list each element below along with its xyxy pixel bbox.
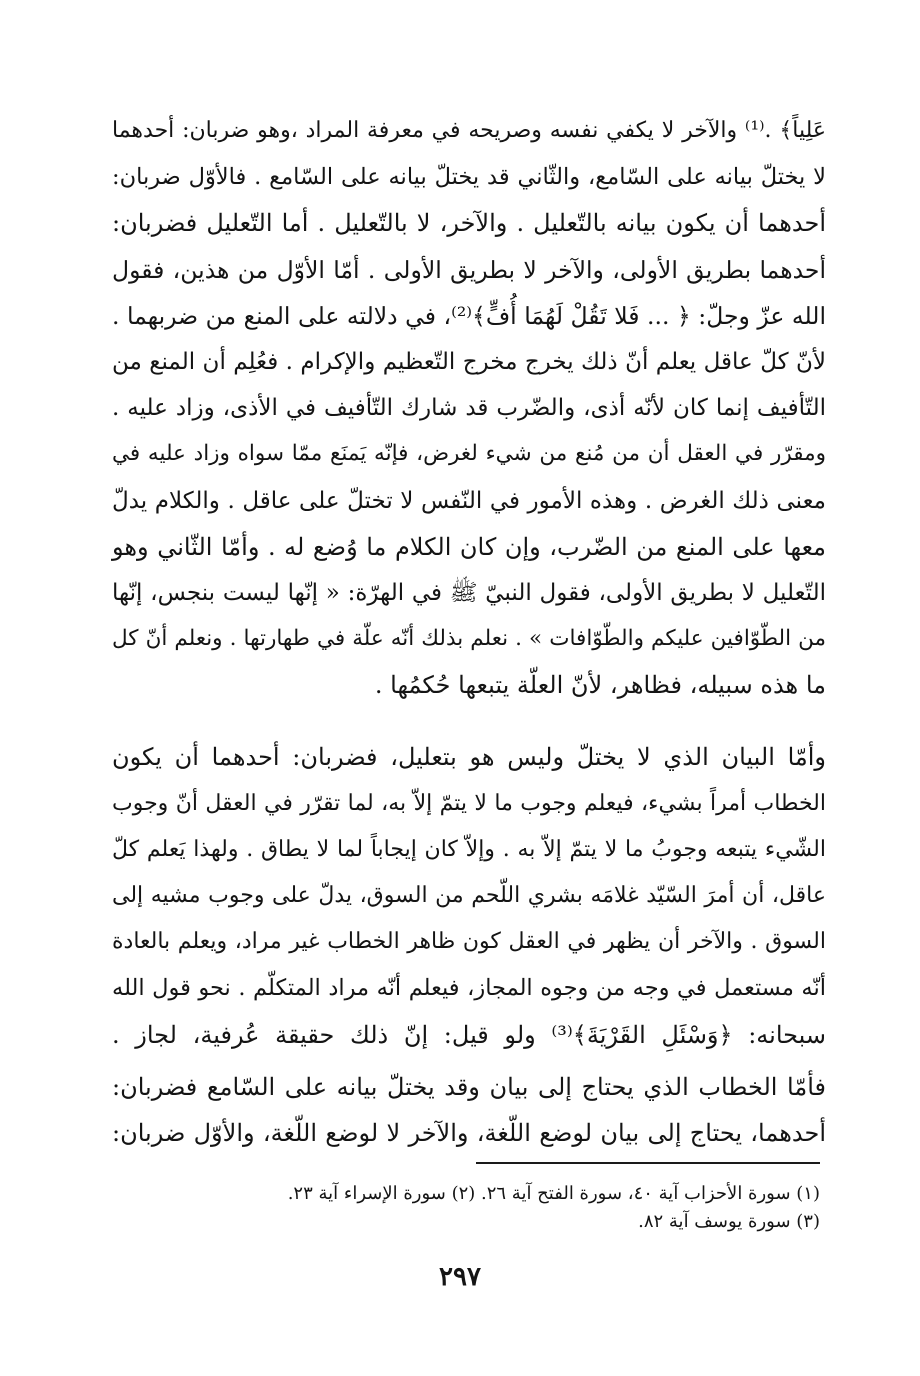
paragraph-3: [112, 1064, 826, 1156]
text-line: التّعليل لا بطريق الأولى، فقول النبيّ ﷺ في الهرّة: « إنّها ليست بنجس، إنّها: [112, 579, 826, 606]
text-line: التّأفيف إنما كان لأنّه أذى، والضّرب قد شارك التّأفيف في الأذى، وزاد عليه .: [112, 395, 826, 422]
footnote-line: (٣) سورة يوسف آية ٨٢.: [638, 1211, 820, 1232]
text-line: من الطّوّافين عليكم والطّوّافات » . نعلم بذلك أنّه علّة في طهارتها . ونعلم أنّ كل: [112, 626, 826, 652]
paragraph-spacer: [112, 708, 826, 734]
text-line: لأنّ كلّ عاقل يعلم أنّ ذلك يخرج مخرج التّعظيم والإكرام . فعُلِم أن المنع من: [112, 348, 826, 375]
paragraph-1: [112, 108, 826, 708]
text-line: وأمّا البيان الذي لا يختلّ وليس هو بتعليل، فضربان: أحدهما أن يكون: [112, 743, 827, 772]
text-line: أحدهما بطريق الأولى، والآخر لا بطريق الأولى . أمّا الأوّل من هذين، فقول: [112, 255, 826, 284]
page-number: ٢٩٧: [439, 1262, 481, 1292]
text-line: سبحانه: ﴿وَسْئَلِ القَرْيَةَ﴾⁽³⁾ ولو قيل: إنّ ذلك حقيقة عُرفية، لجاز .: [112, 1020, 827, 1049]
main-text-block: [112, 108, 826, 1156]
text-line: أحدهما أن يكون بيانه بالتّعليل . والآخر، لا بالتّعليل . أما التّعليل فضربان:: [112, 209, 826, 238]
text-line: أحدهما، يحتاج إلى بيان لوضع اللّغة، والآخر لا لوضع اللّغة، والأوّل ضربان:: [112, 1118, 826, 1147]
text-line: الله عزّ وجلّ: ﴿ ... فَلا تَقُلْ لَهُمَا أُفٍّ﴾⁽²⁾، في دلالته على المنع من ضربهما .: [112, 301, 826, 330]
text-line: معها على المنع من الضّرب، وإن كان الكلام ما وُضع له . وأمّا الثّاني وهو: [112, 532, 826, 561]
text-line: فأمّا الخطاب الذي يحتاج إلى بيان وقد يختلّ بيانه على السّامع فضربان:: [112, 1072, 826, 1101]
text-line: السوق . والآخر أن يظهر في العقل كون ظاهر الخطاب غير مراد، ويعلم بالعادة: [112, 929, 826, 955]
text-line: ومقرّر في العقل أن من مُنع من شيء لغرض، فإنّه يَمنَع ممّا سواه وزاد عليه في: [112, 441, 826, 467]
text-line: ما هذه سبيله، فظاهر، لأنّ العلّة يتبعها حُكمُها .: [374, 671, 826, 700]
paragraph-2: [112, 734, 826, 1057]
text-line: لا يختلّ بيانه على السّامع، والثّاني قد يختلّ بيانه على السّامع . فالأوّل ضربان:: [112, 164, 826, 191]
text-line: عاقل، أن أمرَ السّيّد غلامَه بشري اللّحم من السوق، يدلّ على وجوب مشيه إلى: [112, 883, 826, 908]
text-line: عَلِياً﴾ .⁽¹⁾ والآخر لا يكفي نفسه وصريحه في معرفة المراد ،وهو ضربان: أحدهما: [112, 118, 826, 143]
text-line: معنى ذلك الغرض . وهذه الأمور في النّفس لا تختلّ على عاقل . والكلام يدلّ: [112, 487, 826, 514]
text-line: الخطاب أمراً بشيء، فيعلم وجوب ما لا يتمّ إلاّ به، لما تقرّر في العقل أنّ وجوب: [112, 790, 826, 816]
footnote-line: (١) سورة الأحزاب آية ٤٠، سورة الفتح آية ٢٦. (٢) سورة الإسراء آية ٢٣.: [287, 1183, 820, 1204]
text-line: أنّه مستعمل في وجه من وجوه المجاز، فيعلم أنّه مراد المتكلّم . نحو قول الله: [112, 975, 826, 1002]
footnote-separator: [476, 1162, 820, 1164]
footnotes-block: [180, 1180, 820, 1236]
text-line: الشّيء يتبعه وجوبُ ما لا يتمّ إلاّ به . وإلاّ كان إيجاباً لما لا يطاق . ولهذا يَعلم كلّ: [112, 836, 826, 862]
